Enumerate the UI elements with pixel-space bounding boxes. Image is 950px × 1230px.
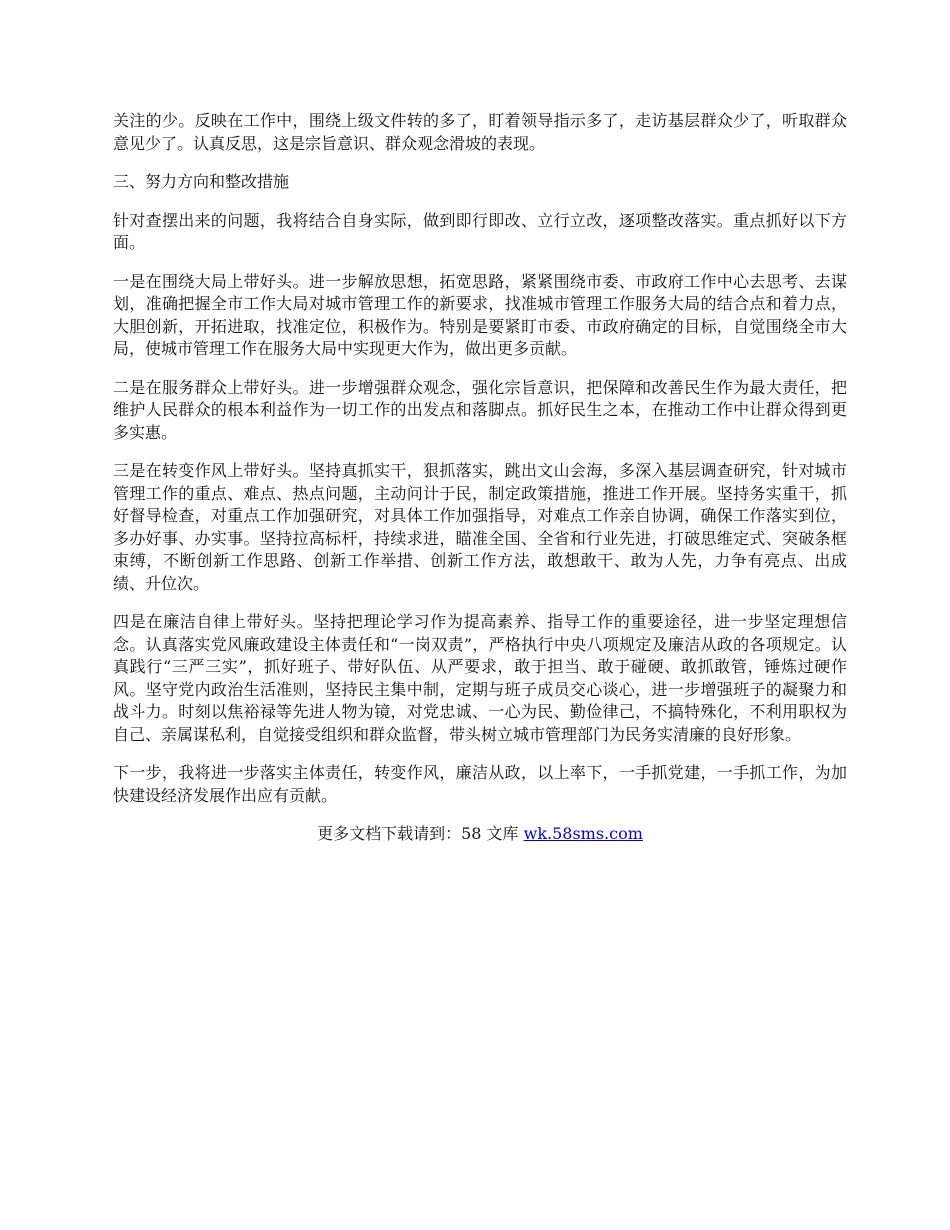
paragraph-1: 关注的少。反映在工作中，围绕上级文件转的多了，盯着领导指示多了，走访基层群众少了，听取群众意见少了。认真反思，这是宗旨意识、群众观念滑坡的表现。 [113,111,847,153]
paragraph-4: 二是在服务群众上带好头。进一步增强群众观念，强化宗旨意识，把保障和改善民生作为最大责任，把维护人民群众的根本利益作为一切工作的出发点和落脚点。抓好民生之本，在推动工作中让群众得到更多实惠。 [113,377,847,442]
section-heading: 三、努力方向和整改措施 [113,172,290,191]
paragraph-5: 三是在转变作风上带好头。坚持真抓实干，狠抓落实，跳出文山会海，多深入基层调查研究，针对城市管理工作的重点、难点、热点问题，主动问计于民，制定政策措施，推进工作开展。坚持务实重干，抓好督导检查，对重点工作加强研究，对具体工作加强指导，对难点工作亲自协调，确保工作落实到位，多办好事、办实事。坚持拉高标杆，持续求进，瞄准全国、全省和行业先进，打破思维定式、突破条框束缚，不断创新工作思路、创新工作举措、创新工作方法，敢想敢干、敢为人先，力争有亮点、出成绩、升位次。 [113,461,847,593]
paragraph-7: 下一步，我将进一步落实主体责任，转变作风，廉洁从政，以上率下，一手抓党建，一手抓工作，为加快建设经济发展作出应有贡献。 [113,763,847,805]
paragraph-6: 四是在廉洁自律上带好头。坚持把理论学习作为提高素养、指导工作的重要途径，进一步坚定理想信念。认真落实党风廉政建设主体责任和“一岗双责”，严格执行中央八项规定及廉洁从政的各项规定。认真践行“三严三实”，抓好班子、带好队伍、从严要求，敢于担当、敢于碰硬、敢抓敢管，锤炼过硬作风。坚守党内政治生活准则，坚持民主集中制，定期与班子成员交心谈心，进一步增强班子的凝聚力和战斗力。时刻以焦裕禄等先进人物为镜，对党忠诚、一心为民、勤俭律己，不搞特殊化，不利用职权为自己、亲属谋私利，自觉接受组织和群众监督，带头树立城市管理部门为民务实清廉的良好形象。 [113,612,847,744]
paragraph-2: 针对查摆出来的问题，我将结合自身实际，做到即行即改、立行立改，逐项整改落实。重点抓好以下方面。 [113,210,847,252]
footer-text: 更多文档下载请到：58 文库 [317,824,524,843]
document-body [113,110,847,845]
footer [113,823,847,845]
paragraph-3: 一是在围绕大局上带好头。进一步解放思想，拓宽思路，紧紧围绕市委、市政府工作中心去思考、去谋划，准确把握全市工作大局对城市管理工作的新要求，找准城市管理工作服务大局的结合点和着力点，大胆创新，开拓进取，找准定位，积极作为。特别是要紧盯市委、市政府确定的目标，自觉围绕全市大局，使城市管理工作在服务大局中实现更大作为，做出更多贡献。 [113,271,847,358]
footer-link[interactable]: wk.58sms.com [523,824,643,843]
